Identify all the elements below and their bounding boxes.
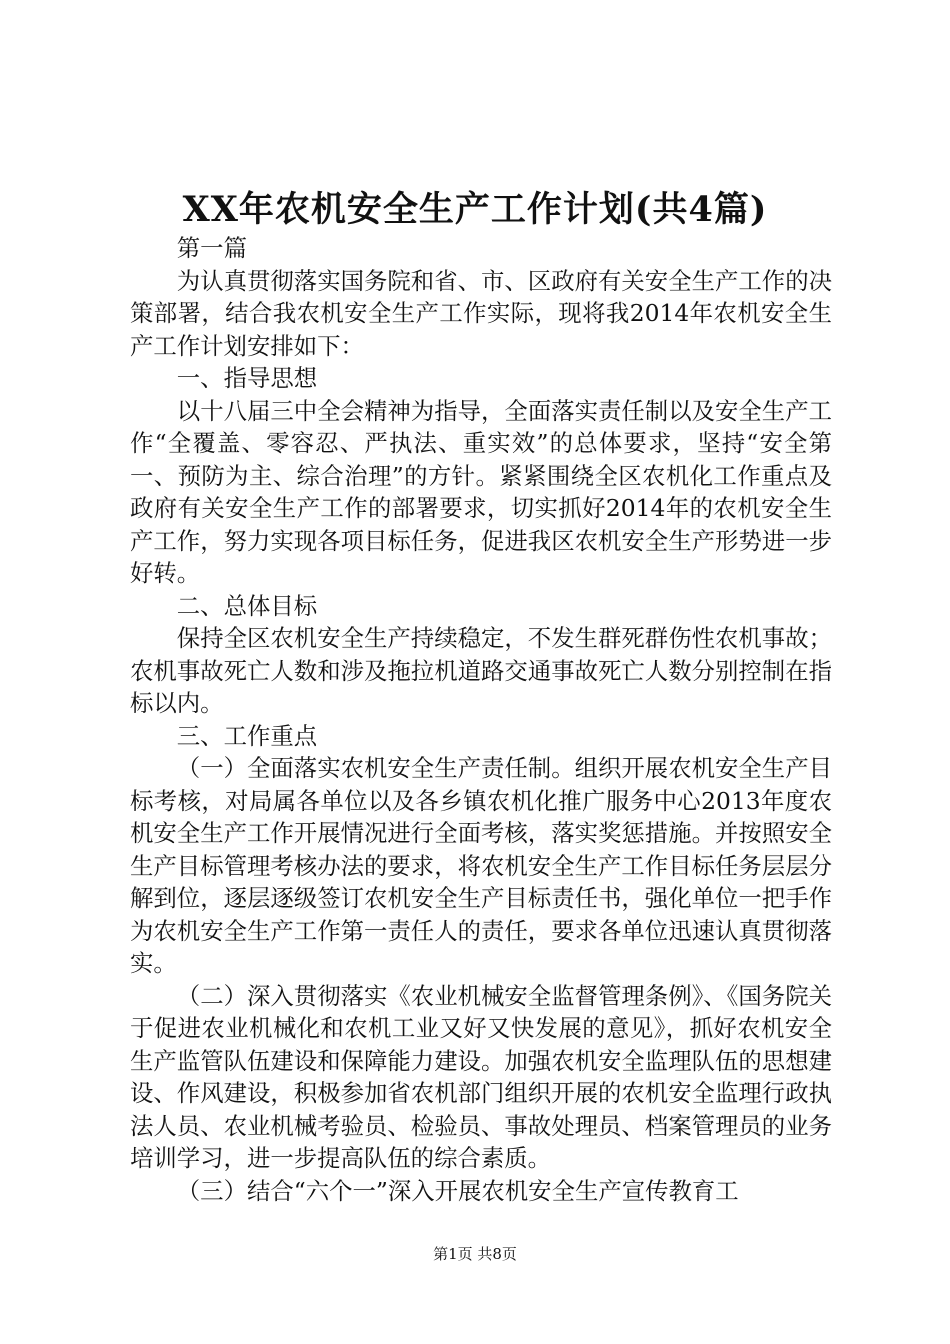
paragraph: （一）全面落实农机安全生产责任制。组织开展农机安全生产目标考核，对局属各单位以及各乡镇农机化推广服务中心2013年度农机安全生产工作开展情况进行全面考核，落实奖惩措施。并按照安全生产目标管理考核办法的要求，将农机安全生产工作目标任务层层分解到位，逐层逐级签订农机安全生产目标责任书，强化单位一把手作为农机安全生产工作第一责任人的责任，要求各单位迅速认真贯彻落实。 [130,754,832,977]
paragraph: 保持全区农机安全生产持续稳定，不发生群死群伤性农机事故；农机事故死亡人数和涉及拖拉机道路交通事故死亡人数分别控制在指标以内。 [130,624,832,717]
section-heading: 三、工作重点 [176,721,318,750]
page-footer: 第1页 共8页 [433,1245,517,1263]
paragraph: 为认真贯彻落实国务院和省、市、区政府有关安全生产工作的决策部署，结合我农机安全生产工作实际，现将我2014年农机安全生产工作计划安排如下： [130,266,832,360]
document-body [130,232,832,1207]
section-heading: 二、总体目标 [176,591,318,620]
paragraph: （二）深入贯彻落实《农业机械安全监督管理条例》、《国务院关于促进农业机械化和农机工业又好又快发展的意见》，抓好农机安全生产监管队伍建设和保障能力建设。加强农机安全监理队伍的思想建设、作风建设，积极参加省农机部门组织开展的农机安全监理行政执法人员、农业机械考验员、检验员、事故处理员、档案管理员的业务培训学习，进一步提高队伍的综合素质。 [130,981,832,1172]
section-heading: 第一篇 [176,234,247,262]
paragraph: 以十八届三中全会精神为指导，全面落实责任制以及安全生产工作“全覆盖、零容忍、严执法、重实效”的总体要求，坚持“安全第一、预防为主、综合治理”的方针。紧紧围绕全区农机化工作重点及政府有关安全生产工作的部署要求，切实抓好2014年的农机安全生产工作，努力实现各项目标任务，促进我区农机安全生产形势进一步好转。 [130,396,832,587]
section-heading: 一、指导思想 [176,364,318,392]
page-title: XX年农机安全生产工作计划(共4篇) [182,189,768,230]
paragraph: （三）结合“六个一”深入开展农机安全生产宣传教育工 [176,1176,739,1205]
